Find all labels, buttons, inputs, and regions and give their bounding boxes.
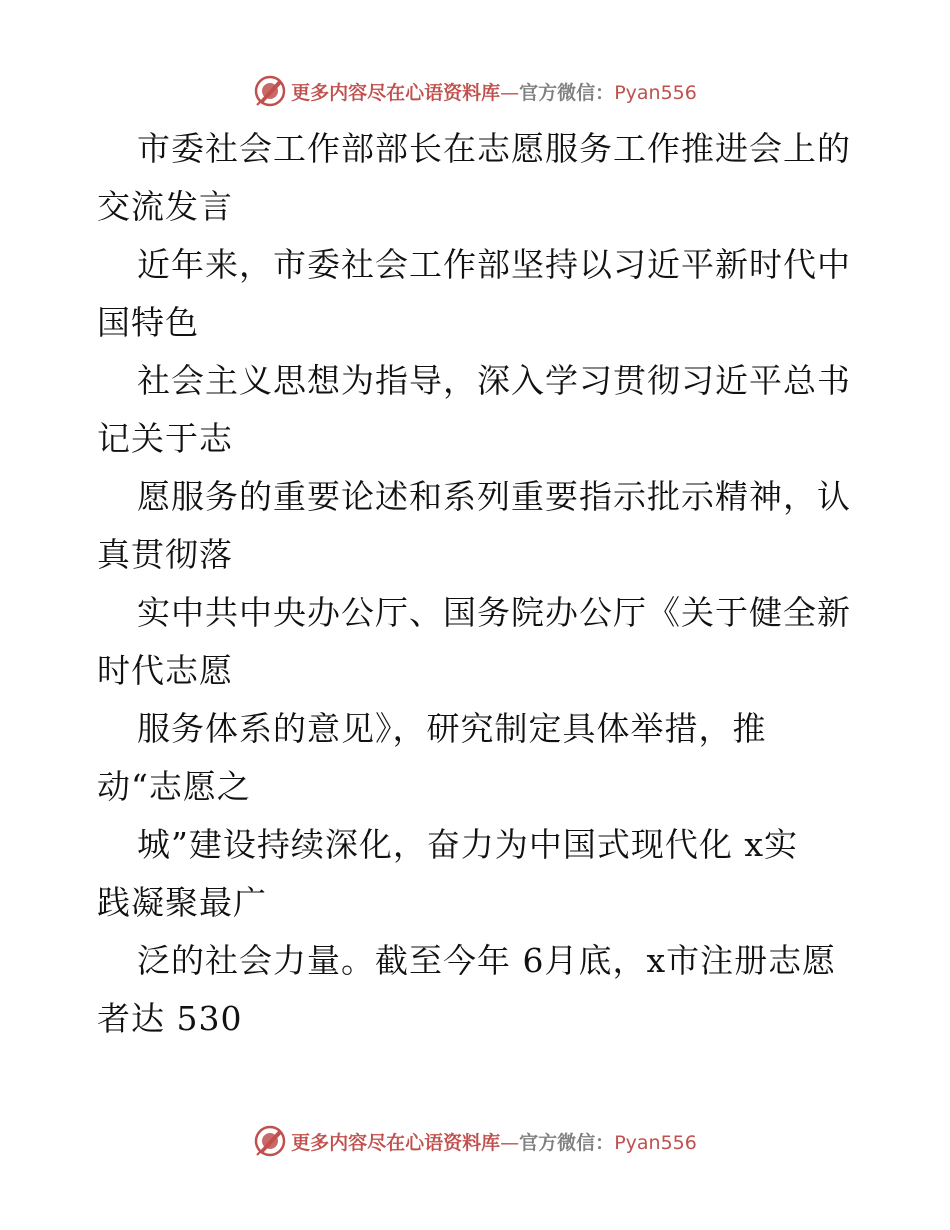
watermark-wechat-id: Pyan556 xyxy=(614,81,697,104)
watermark-dash: — xyxy=(500,1131,520,1154)
title-line-1: 市委社会工作部部长在志愿服务工作推进会上的 xyxy=(137,129,851,168)
text-line: 服务体系的意见》，研究制定具体举措，推 xyxy=(137,709,767,748)
text-line: 践凝聚最广 xyxy=(97,883,267,922)
text-line: 时代志愿 xyxy=(97,651,233,690)
text-line: 社会主义思想为指导，深入学习贯彻习近平总书 xyxy=(137,361,851,400)
text-line: 泛的社会力量。截至今年 6月底，x市注册志愿 xyxy=(137,941,837,980)
watermark-wechat-label: 官方微信： xyxy=(519,1131,615,1154)
text-line: 实中共中央办公厅、国务院办公厅《关于健全新 xyxy=(137,593,851,632)
watermark-dash: — xyxy=(500,81,520,104)
text-line: 愿服务的重要论述和系列重要指示批示精神，认 xyxy=(137,477,851,516)
title-line-2: 交流发言 xyxy=(97,187,233,226)
text-line: 城”建设持续深化，奋力为中国式现代化 x实 xyxy=(137,825,798,864)
quill-seal-icon xyxy=(253,1124,287,1158)
document-body xyxy=(97,120,857,1048)
text-line: 者达 530 xyxy=(97,999,243,1038)
watermark-site-name: 更多内容尽在心语资料库 xyxy=(291,1131,501,1154)
watermark-wechat-label: 官方微信： xyxy=(519,81,615,104)
quill-seal-icon xyxy=(253,74,287,108)
text-line: 动“志愿之 xyxy=(97,767,251,806)
text-line: 国特色 xyxy=(97,303,199,342)
text-line: 近年来，市委社会工作部坚持以习近平新时代中 xyxy=(137,245,851,284)
text-line: 记关于志 xyxy=(97,419,233,458)
watermark-wechat-id: Pyan556 xyxy=(614,1131,697,1154)
header-watermark xyxy=(0,71,950,111)
text-line: 真贯彻落 xyxy=(97,535,233,574)
watermark-site-name: 更多内容尽在心语资料库 xyxy=(291,81,501,104)
footer-watermark xyxy=(0,1121,950,1161)
